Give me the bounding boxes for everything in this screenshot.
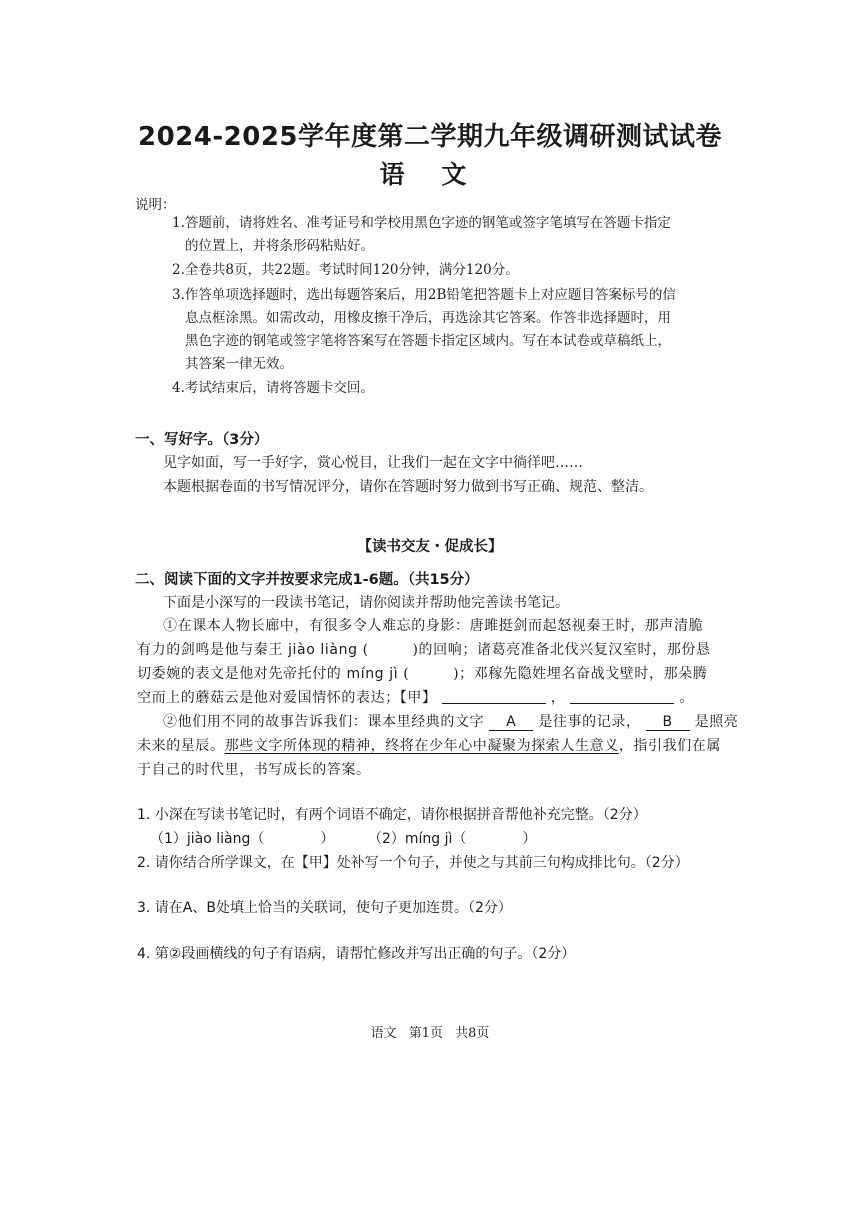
underlined-sentence: 那些文字所体现的精神，终将在少年心中凝聚为探索人生意义: [224, 738, 619, 754]
answer-blank-jia-2: [570, 689, 674, 704]
instruction-item: 4.考试结束后，请将答题卡交回。: [172, 380, 374, 396]
question-4: 4. 第②段画横线的句子有语病，请帮忙修改并写出正确的句子。（2分）: [137, 946, 576, 962]
passage-p1-line1: ①在课本人物长廊中，有很多令人难忘的身影：唐雎挺剑而起怒视秦王时，那声清脆: [163, 618, 704, 634]
instructions-heading: 说明：: [135, 197, 176, 213]
exam-title: 2024-2025学年度第二学期九年级调研测试试卷: [137, 122, 723, 152]
passage-p1-line4: 空而上的蘑菇云是他对爱国情怀的表达；【甲】 ， 。: [137, 690, 695, 706]
section2-heading: 二、阅读下面的文字并按要求完成1-6题。（共15分）: [135, 572, 479, 588]
pinyin-jiaoliang: jiào liàng: [288, 642, 358, 658]
footer-subject: 语文: [370, 1026, 397, 1041]
blank-label-b: B: [646, 714, 690, 731]
section2-intro: 下面是小深写的一段读书笔记，请你阅读并帮助他完善读书笔记。: [163, 595, 569, 611]
instruction-item: 3.作答单项选择题时，选出每题答案后，用2B铅笔把答题卡上对应题目答案标号的信 息点框涂黑。如需改动，用橡皮擦干净后，再选涂其它答案。作答非选择题时，用 黑色字迹的钢笔或签字笔将答案写在答题卡指定区域内。写在本试卷或草稿纸上， 其答案一律无效。: [172, 287, 676, 372]
passage-p2-line1: ②他们用不同的故事告诉我们：课本里经典的文字 A 是往事的记录， B 是照亮: [163, 714, 739, 730]
instruction-item: 2.全卷共8页，共22题。考试时间120分钟，满分120分。: [172, 262, 519, 278]
question-1: 1. 小深在写读书笔记时，有两个词语不确定，请你根据拼音帮他补充完整。（2分）: [137, 807, 647, 823]
footer-page-number: 第1页: [408, 1026, 443, 1041]
instruction-item: 1.答题前，请将姓名、准考证号和学校用黑色字迹的钢笔或签字笔填写在答题卡指定 的位置上，并将条形码粘贴好。: [172, 215, 671, 254]
section1-line: 本题根据卷面的书写情况评分，请你在答题时努力做到书写正确、规范、整洁。: [163, 479, 653, 495]
pinyin-mingji: míng jì: [346, 666, 399, 682]
passage-p1-line3: 切委婉的表文是他对先帝托付的 míng jì ( )；邓稼先隐姓埋名奋战戈壁时，那朵腾: [137, 666, 708, 682]
subject-title: 语 文: [379, 160, 481, 189]
section1-heading: 一、写好字。（3分）: [135, 432, 269, 448]
answer-blank-jia-1: [442, 689, 546, 704]
section-banner: 【读书交友・促成长】: [357, 539, 503, 555]
page-footer: [0, 1022, 860, 1041]
question-1-part1: （1）jiào liàng（ ）: [150, 831, 335, 847]
section1-line: 见字如面，写一手好字，赏心悦目，让我们一起在文字中徜徉吧……: [163, 455, 583, 471]
passage-p2-line3: 于自己的时代里，书写成长的答案。: [137, 762, 371, 778]
passage-p2-line2: 未来的星辰。那些文字所体现的精神，终将在少年心中凝聚为探索人生意义，指引我们在属: [137, 738, 722, 754]
passage-p1-line2: 有力的剑鸣是他与秦王 jiào liàng ( )的回响；诸葛亮准备北伐兴复汉室时，那份恳: [137, 642, 711, 658]
question-3: 3. 请在A、B处填上恰当的关联词，使句子更加连贯。（2分）: [137, 900, 512, 916]
question-1-part2: （2）míng jì（ ）: [368, 831, 537, 847]
blank-label-a: A: [489, 714, 533, 731]
question-2: 2. 请你结合所学课文，在【甲】处补写一个句子，并使之与其前三句构成排比句。（2分）: [137, 855, 689, 871]
footer-page-total: 共8页: [455, 1026, 490, 1041]
